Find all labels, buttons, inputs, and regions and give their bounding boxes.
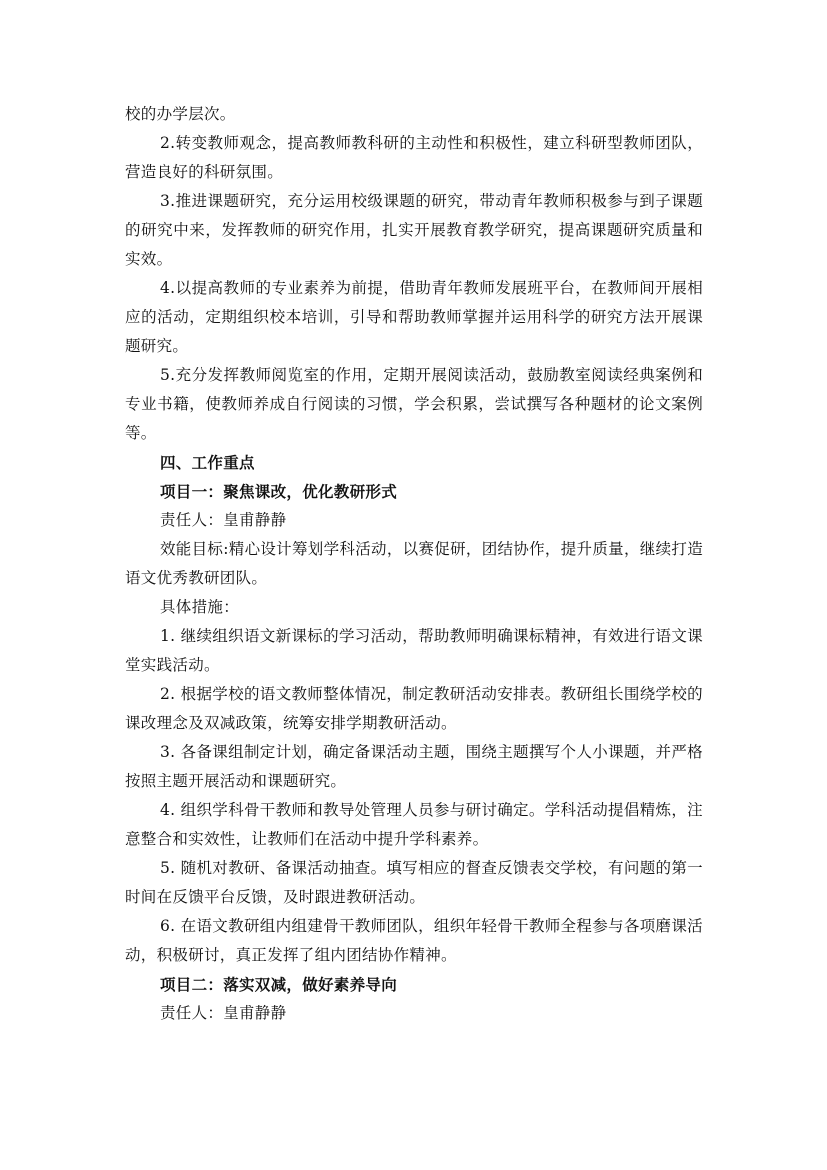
paragraph-item-3: 3.推进课题研究，充分运用校级课题的研究，带动青年教师积极参与到子课题的研究中来，发挥教师的研究作用，扎实开展教育教学研究，提高课题研究质量和实效。 [125, 192, 703, 268]
project-one-heading: 项目一：聚焦课改，优化教研形式 [160, 482, 398, 501]
project-two-owner: 责任人：皇甫静静 [160, 1004, 287, 1022]
measure-item-5: 5. 随机对教研、备课活动抽查。填写相应的督查反馈表交学校，有问题的第一时间在反馈平台反馈，及时跟进教研活动。 [125, 859, 703, 906]
document-body [125, 100, 703, 1028]
project-two-heading: 项目二：落实双减，做好素养导向 [160, 975, 398, 994]
section-heading: 四、工作重点 [160, 453, 255, 472]
paragraph-item-4: 4.以提高教师的专业素养为前提，借助青年教师发展班平台，在教师间开展相应的活动，定期组织校本培训，引导和帮助教师掌握并运用科学的研究方法开展课题研究。 [125, 279, 703, 355]
paragraph-item-5: 5.充分发挥教师阅览室的作用，定期开展阅读活动，鼓励教室阅读经典案例和专业书籍，使教师养成自行阅读的习惯，学会积累，尝试撰写各种题材的论文案例等。 [125, 366, 703, 442]
paragraph-continuation: 校的办学层次。 [125, 105, 236, 123]
project-one-goal: 效能目标:精心设计筹划学科活动，以赛促研，团结协作，提升质量，继续打造语文优秀教研团队。 [125, 540, 703, 587]
measure-item-4: 4. 组织学科骨干教师和教导处管理人员参与研讨确定。学科活动提倡精炼，注意整合和实效性，让教师们在活动中提升学科素养。 [125, 801, 703, 848]
measure-item-3: 3. 各备课组制定计划，确定备课活动主题，围绕主题撰写个人小课题，并严格按照主题开展活动和课题研究。 [125, 743, 703, 790]
measure-item-1: 1. 继续组织语文新课标的学习活动，帮助教师明确课标精神，有效进行语文课堂实践活动。 [125, 627, 703, 674]
measure-item-6: 6. 在语文教研组内组建骨干教师团队，组织年轻骨干教师全程参与各项磨课活动，积极研讨，真正发挥了组内团结协作精神。 [125, 917, 703, 964]
measure-item-2: 2. 根据学校的语文教师整体情况，制定教研活动安排表。教研组长围绕学校的课改理念及双减政策，统筹安排学期教研活动。 [125, 685, 703, 732]
project-one-owner: 责任人：皇甫静静 [160, 511, 287, 529]
measures-label: 具体措施： [160, 598, 240, 616]
paragraph-item-2: 2.转变教师观念，提高教师教科研的主动性和积极性，建立科研型教师团队，营造良好的科研氛围。 [125, 134, 703, 181]
